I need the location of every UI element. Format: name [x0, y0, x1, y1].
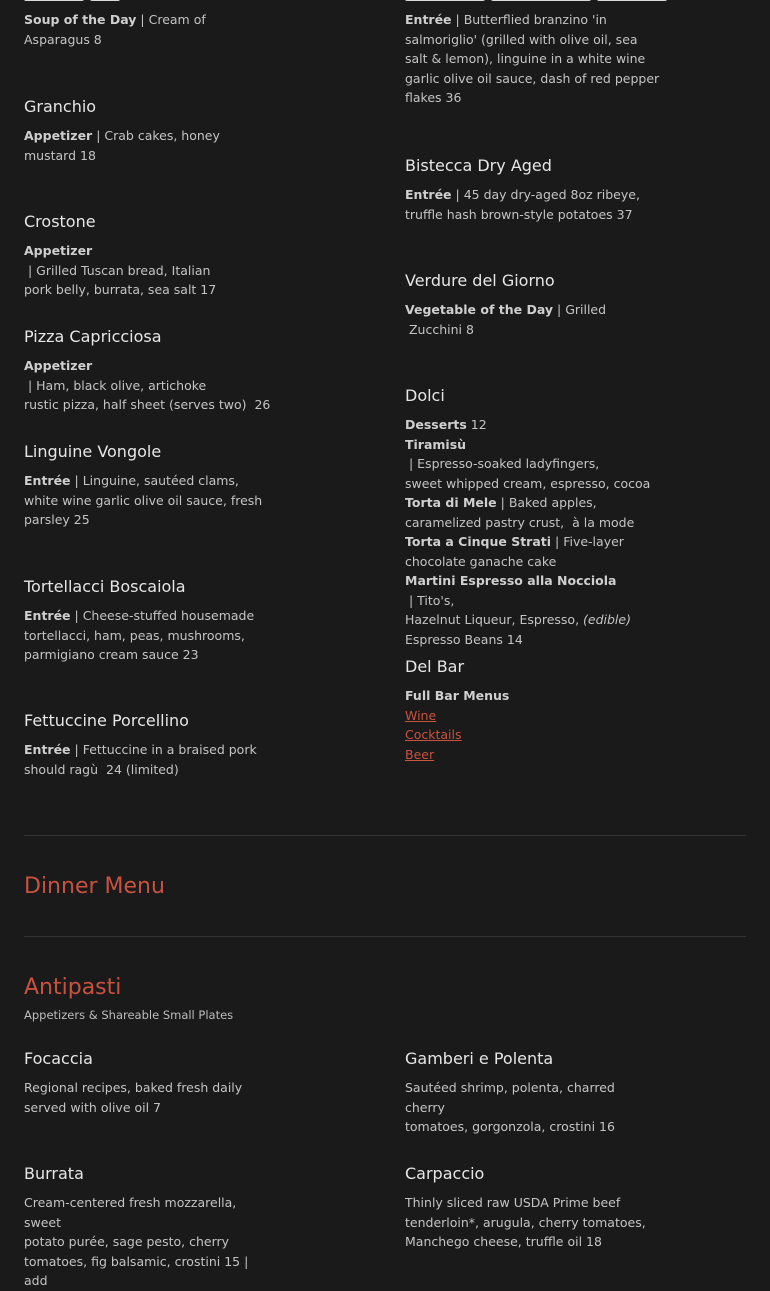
menu-item-bistecca-dry-aged: [405, 156, 650, 224]
description-line: [24, 126, 269, 146]
description-line: [24, 471, 269, 491]
item-title: Del Bar: [405, 657, 465, 676]
description-line: [24, 280, 269, 300]
description-line: [24, 740, 269, 760]
description-line: served with olive oil 7: [24, 1099, 162, 1115]
description-line: [405, 610, 650, 630]
description-line: tomatoes, fig balsamic, crostini 15 | add: [24, 1253, 249, 1288]
item-text: | Linguine, sautéed clams,: [70, 473, 239, 488]
item-label: Tiramisù: [405, 436, 467, 452]
item-description: [405, 1078, 650, 1137]
item-label: Martini Espresso alla Nocciola: [405, 573, 617, 588]
description-line: Regional recipes, baked fresh daily: [24, 1080, 243, 1095]
cocktails-link[interactable]: Cocktails: [405, 727, 462, 742]
divider: [24, 835, 746, 836]
item-label: Appetizer: [24, 128, 93, 143]
description-line: [24, 491, 269, 511]
description-line: tenderloin*, arugula, cherry tomatoes,: [405, 1214, 646, 1230]
item-text: | Fettuccine in a braised pork: [70, 742, 257, 757]
description-line: [405, 415, 650, 435]
item-text: | Butterflied branzino 'in: [451, 12, 607, 27]
description-line: [405, 185, 650, 205]
description-line: [24, 510, 269, 530]
item-text: | Grilled: [553, 302, 607, 317]
description-line: [24, 356, 269, 395]
description-line: [24, 606, 269, 626]
item-label: Entrée: [405, 187, 452, 202]
item-label: Torta a Cinque Strati: [405, 534, 552, 549]
item-title: Fettuccine Porcellino: [24, 711, 189, 730]
item-text: parmigiano cream sauce 23: [24, 647, 199, 662]
description-line: tomatoes, gorgonzola, crostini 16: [405, 1119, 615, 1134]
item-text: | Cheese-stuffed housemade: [70, 608, 255, 623]
beer-link[interactable]: Beer: [405, 746, 435, 762]
menu-item-burrata: [24, 1164, 269, 1291]
item-title: Dolci: [405, 386, 445, 405]
item-description: [405, 415, 650, 649]
item-text: parsley 25: [24, 512, 90, 527]
item-text: chocolate ganache cake: [405, 553, 557, 569]
description-line: [405, 69, 660, 89]
menu-item-continued-0: [24, 10, 269, 49]
item-label: Soup of the Day: [24, 12, 137, 27]
item-text: Zucchini 8: [405, 321, 474, 337]
item-title: Granchio: [24, 97, 97, 116]
item-text: | Ham, black olive, artichoke: [24, 377, 207, 393]
menu-item-dolci: [405, 386, 650, 649]
description-line: [405, 571, 650, 610]
description-line: [405, 552, 650, 572]
item-label: Entrée: [405, 12, 452, 27]
item-title: Gamberi e Polenta: [405, 1049, 554, 1068]
antipasti-heading: Antipasti: [24, 975, 122, 1000]
description-line: [405, 532, 650, 552]
item-text: caramelized pastry crust, à la mode: [405, 514, 635, 530]
item-title: Verdure del Giorno: [405, 271, 555, 290]
item-description: [24, 241, 269, 300]
item-title: Burrata: [24, 1164, 84, 1183]
item-title: Tortellacci Boscaiola: [24, 577, 186, 596]
item-text: garlic olive oil sauce, dash of red pepper: [405, 70, 660, 86]
item-description: [405, 300, 650, 339]
description-line: [405, 10, 650, 30]
item-description: [24, 471, 269, 530]
description-line: [405, 474, 650, 494]
item-text: | Crab cakes, honey: [92, 128, 220, 143]
item-description: [24, 606, 269, 665]
item-text: truffle hash brown-style potatoes 37: [405, 206, 633, 222]
antipasti-subtitle: Appetizers & Shareable Small Plates: [24, 1008, 234, 1022]
item-text: salt & lemon), linguine in a white wine: [405, 51, 646, 66]
menu-item-fettuccine-porcellino: [24, 711, 269, 779]
item-label: Vegetable of the Day: [405, 302, 554, 317]
description-line: [405, 493, 650, 513]
item-text: | 45 day dry-aged 8oz ribeye,: [451, 187, 640, 202]
item-text: should ragù 24 (limited): [24, 761, 179, 777]
item-description: [24, 10, 269, 49]
item-description: [24, 740, 269, 779]
menu-item-gamberi-e-polenta: [405, 1049, 650, 1137]
description-line: [405, 320, 650, 340]
item-text: Asparagus 8: [24, 31, 102, 47]
item-description: [405, 10, 660, 108]
item-text: | Five-layer: [551, 534, 624, 549]
item-description: [24, 356, 269, 415]
item-title: Pizza Capricciosa: [24, 327, 162, 346]
item-title: Bistecca Dry Aged: [405, 156, 552, 175]
menu-item-tortellacci-boscaiola: [24, 577, 269, 665]
item-text: | Espresso-soaked ladyfingers,: [405, 456, 600, 471]
item-text: flakes 36: [405, 90, 462, 105]
description-line: [24, 241, 269, 280]
description-line: [405, 88, 650, 108]
item-text: tortellacci, ham, peas, mushrooms,: [24, 627, 245, 643]
item-label: Entrée: [24, 742, 71, 757]
item-italic-note: (edible): [583, 612, 631, 627]
item-description: [405, 1193, 650, 1252]
description-line: [24, 146, 269, 166]
item-text: sweet whipped cream, espresso, cocoa: [405, 475, 651, 491]
wine-link[interactable]: Wine: [405, 707, 437, 723]
item-label: Appetizer: [24, 358, 93, 373]
item-text: rustic pizza, half sheet (serves two) 26: [24, 397, 271, 412]
item-title: Linguine Vongole: [24, 442, 162, 461]
item-description: [24, 1193, 269, 1291]
item-description: [24, 126, 269, 165]
item-text: white wine garlic olive oil sauce, fresh: [24, 492, 263, 508]
menu-item-pizza-capricciosa: [24, 327, 269, 415]
item-text: 12: [466, 417, 487, 432]
item-title: Focaccia: [24, 1049, 93, 1068]
item-text: | Grilled Tuscan bread, Italian: [24, 262, 211, 278]
description-line: potato purée, sage pesto, cherry: [24, 1234, 230, 1249]
item-description: [24, 1078, 269, 1117]
description-line: [405, 30, 650, 50]
description-line: [405, 300, 650, 320]
item-text: salmoriglio' (grilled with olive oil, sea: [405, 31, 638, 47]
description-line: Thinly sliced raw USDA Prime beef: [405, 1195, 621, 1210]
item-text: pork belly, burrata, sea salt 17: [24, 282, 217, 297]
item-text: | Tito's,: [405, 592, 455, 608]
description-line: [405, 205, 650, 225]
item-title: Carpaccio: [405, 1164, 485, 1183]
menu-item-carpaccio: [405, 1164, 650, 1252]
menu-item-focaccia: [24, 1049, 269, 1117]
item-label: Entrée: [24, 608, 71, 623]
item-label: Appetizer: [24, 243, 93, 258]
item-label: Torta di Mele: [405, 495, 497, 510]
menu-item-crostone: [24, 212, 269, 300]
item-title: Crostone: [24, 212, 96, 231]
menu-item-del-bar: [405, 657, 650, 764]
menu-item-granchio: [24, 97, 269, 165]
description-line: [24, 395, 269, 415]
item-text: | Cream of: [136, 12, 206, 27]
item-text: Hazelnut Liqueur, Espresso,: [405, 612, 584, 627]
description-line: [24, 760, 269, 780]
description-line: [24, 645, 269, 665]
bar-menus-label: Full Bar Menus: [405, 688, 510, 703]
item-description: [405, 185, 650, 224]
item-label: Entrée: [24, 473, 71, 488]
description-line: Sautéed shrimp, polenta, charred cherry: [405, 1080, 615, 1115]
item-text: mustard 18: [24, 147, 96, 163]
item-text: | Baked apples,: [496, 495, 597, 510]
menu-item-verdure-del-giorno: [405, 271, 650, 339]
divider: [24, 936, 746, 937]
description-line: [405, 513, 650, 533]
description-line: [24, 10, 269, 30]
description-line: [405, 49, 650, 69]
menu-item-continued-0: [405, 10, 660, 108]
dinner-menu-heading: Dinner Menu: [24, 874, 165, 899]
menu-item-linguine-vongole: [24, 442, 269, 530]
description-line: [24, 30, 269, 50]
description-line: [405, 630, 650, 650]
item-text: Espresso Beans 14: [405, 631, 523, 647]
description-line: [405, 435, 650, 474]
item-label: Desserts: [405, 417, 467, 432]
description-line: Cream-centered fresh mozzarella, sweet: [24, 1195, 237, 1230]
description-line: Manchego cheese, truffle oil 18: [405, 1234, 602, 1249]
description-line: [24, 626, 269, 646]
